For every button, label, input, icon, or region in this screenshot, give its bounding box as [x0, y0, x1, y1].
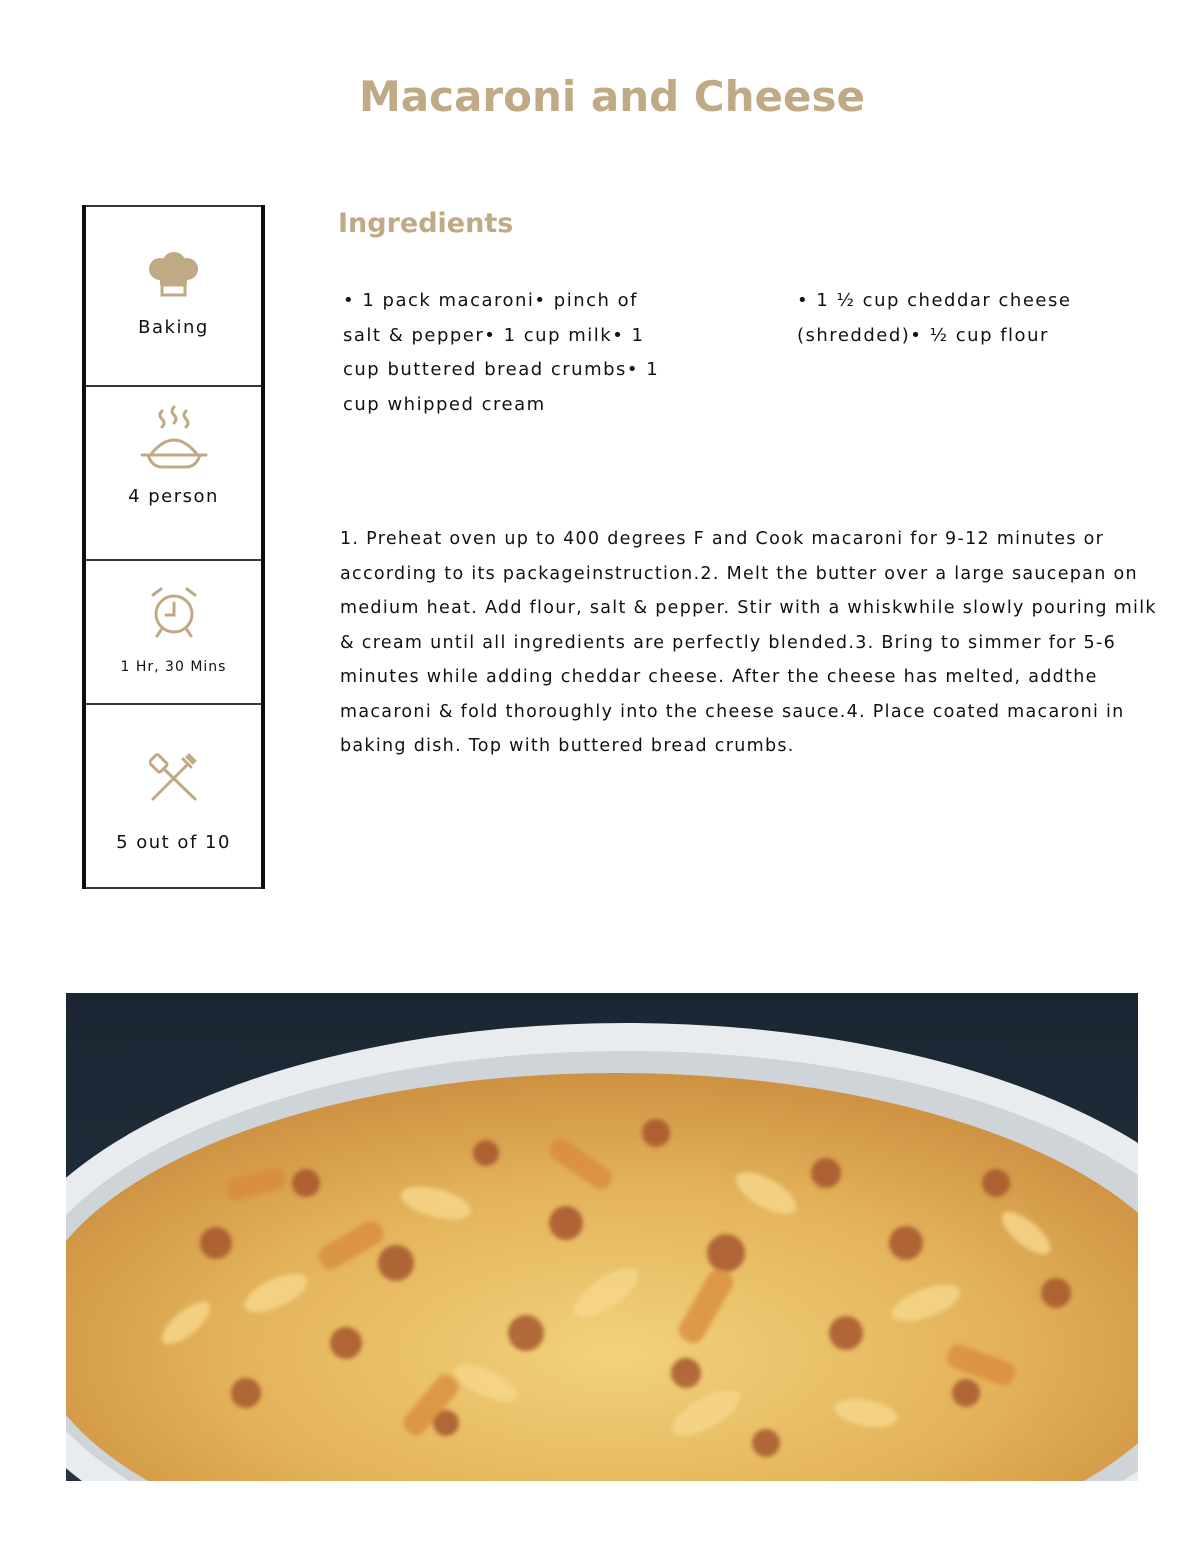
servings-label: 4 person	[128, 486, 219, 507]
baked-pasta-photo	[66, 993, 1138, 1481]
ingredients-heading: Ingredients	[338, 208, 514, 239]
ingredients-list-right: • 1 ½ cup cheddar cheese (shredded)• ½ cup flour	[797, 290, 1072, 346]
crossed-utensils-icon	[149, 753, 199, 803]
directions-text: 1. Preheat oven up to 400 degrees F and Cook macaroni for 9-12 minutes or according to its packageinstruction.2. Melt the butter over a large saucepan on medium heat. Add flour, salt & pepper. Stir with a whiskwhile slowly pouring milk & cream until all ingredients are perfectly blended.3. Bring to simmer for 5-6 minutes while adding cheddar cheese. After the cheese has melted, addthe macaroni & fold thoroughly into the cheese sauce.4. Place coated macaroni in baking dish. Top with buttered bread crumbs.	[340, 529, 1157, 756]
recipe-info-panel	[82, 205, 265, 889]
ingredients-list-left: • 1 pack macaroni• pinch of salt & pepper• 1 cup milk• 1 cup buttered bread crumbs• 1 cup whipped cream	[343, 290, 660, 415]
info-cell-difficulty	[86, 705, 261, 889]
info-cell-time	[86, 561, 261, 705]
info-cell-category	[86, 205, 261, 387]
difficulty-label: 5 out of 10	[116, 832, 231, 853]
info-cell-servings	[86, 387, 261, 561]
alarm-clock-icon	[147, 585, 201, 639]
category-label: Baking	[138, 317, 209, 338]
steaming-dish-icon	[140, 405, 208, 471]
baked-pasta-illustration	[66, 993, 1138, 1481]
chef-hat-icon	[147, 251, 201, 299]
time-label: 1 Hr, 30 Mins	[120, 659, 227, 675]
recipe-title: Macaroni and Cheese	[359, 72, 865, 121]
